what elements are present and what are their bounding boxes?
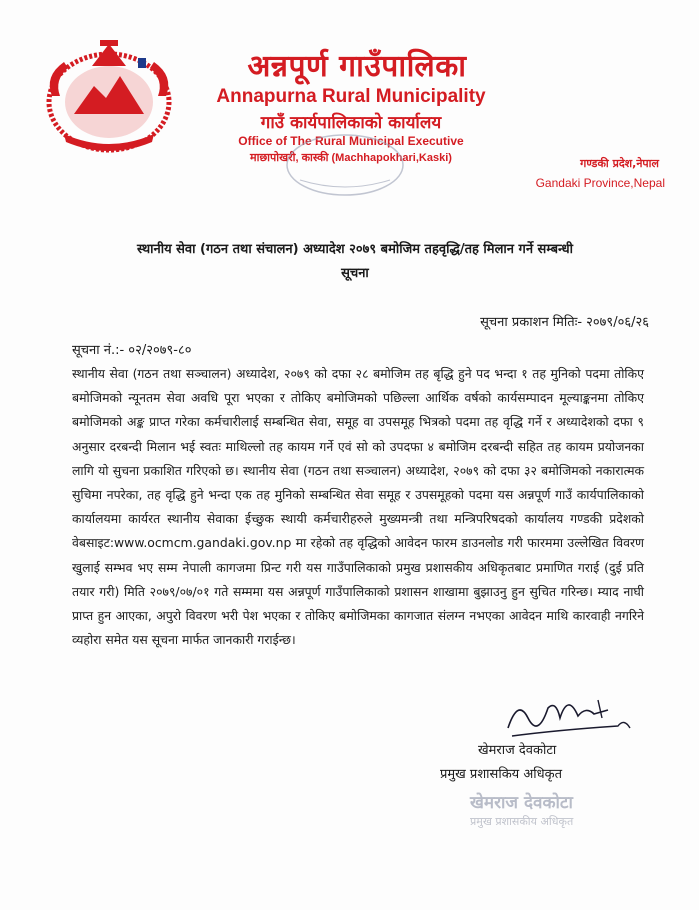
office-seal-icon bbox=[280, 130, 410, 200]
nepal-emblem-icon bbox=[34, 36, 184, 158]
office-address: माछापोखरी, कास्की (Machhapokhari,Kaski) bbox=[250, 152, 452, 164]
notice-title-line2: सूचना bbox=[341, 266, 369, 281]
province-nepali: गण्डकी प्रदेश,नेपाल bbox=[580, 157, 659, 170]
notice-body: स्थानीय सेवा (गठन तथा सञ्चालन) अध्यादेश, २०७९ को दफा २८ बमोजिम तह बृद्धि हुने पद भन्दा १ तह मुनिको पदमा तोकिए बमोजिमको न्यूनतम सेवा अवधि पूरा भएका र तोकिए बमोजिमको पछिल्ला आर्थिक वर्षको कार्यसम्पादन मूल्याङ्कनमा तोकिए बमोजिमको अङ्क प्राप्त गरेका कर्मचारीलाई सम्बन्धित सेवा, समूह वा उपसमूह भित्रको पदमा तह वृद्धि गर्ने र अध्यादेशको दफा ९ अनुसार दरबन्दी मिलान भई स्वतः माथिल्लो तह कायम गर्ने एवं सो को उपदफा ४ बमोजिम दरबन्दी सहित तह कायम प्रयोजनका लागि यो सुचना प्रकाशित गरिएको छ। स्थानीय सेवा (गठन तथा सञ्चालन) अध्यादेश, २०७९ को दफा ३२ बमोजिमको नकारात्मक सुचिमा नपरेका, तह वृद्धि हुने भन्दा एक तह मुनिको सम्बन्धित सेवा समूह र उपसमूहको पदमा यस अन्नपूर्ण गाउँ कार्यपालिकाको कार्यालयमा कार्यरत स्थानीय सेवाका ईच्छुक स्थायी कर्मचारीहरुले मुख्यमन्त्री तथा मन्त्रिपरिषदको कार्यालय गण्डकी प्रदेशको वेबसाइट:www.ocmcm.gandaki.gov.np मा रहेको तह वृद्धिको आवेदन फारम डाउनलोड गरी फारममा उल्लेखित विवरण खुलाई सम्भव भए सम्म नेपाली कागजमा प्रिन्ट गरी यस गाउँपालिकाको प्रमुख प्रशासकीय अधिकृतबाट प्रमाणित गराई (दुई प्रति तयार गरी) मिति २०७९/०७/०१ गते सम्ममा यस अन्नपूर्ण गाउँपालिकाको प्रशासन शाखामा बुझाउनु हुन सुचित गरिन्छ। म्याद नाघी प्राप्त हुन आएका, अपुरो विवरण भरी पेश भएका र तोकिए बमोजिमका कागजात संलग्न नभएका आवेदन माथि कारवाही नगरिने व्यहोरा समेत यस सूचना मार्फत जानकारी गराईन्छ। bbox=[72, 366, 644, 648]
notice-title-line1: स्थानीय सेवा (गठन तथा संचालन) अध्यादेश २०७९ बमोजिम तहवृद्धि/तह मिलान गर्ने सम्बन्धी bbox=[137, 242, 573, 257]
municipality-name-nepali: अन्नपूर्ण गाउँपालिका bbox=[247, 49, 467, 84]
municipality-name-english: Annapurna Rural Municipality bbox=[216, 86, 486, 107]
office-name-nepali: गाउँ कार्यपालिकाको कार्यालय bbox=[260, 113, 442, 133]
designation-stamp: प्रमुख प्रशासकीय अधिकृत bbox=[470, 815, 574, 828]
office-name-english: Office of The Rural Municipal Executive bbox=[238, 134, 464, 148]
signatory-designation: प्रमुख प्रशासकिय अधिकृत bbox=[440, 767, 563, 782]
name-stamp: खेमराज देवकोटा bbox=[470, 793, 573, 813]
handwritten-signature-icon bbox=[498, 688, 638, 746]
notice-title bbox=[60, 238, 650, 286]
signatory-name: खेमराज देवकोटा bbox=[478, 743, 557, 758]
publish-date: सूचना प्रकाशन मितिः- २०७९/०६/२६ bbox=[480, 315, 649, 330]
province-english: Gandaki Province,Nepal bbox=[535, 176, 665, 190]
notice-number: सूचना नं.:- ०२/२०७९-८० bbox=[72, 343, 192, 358]
